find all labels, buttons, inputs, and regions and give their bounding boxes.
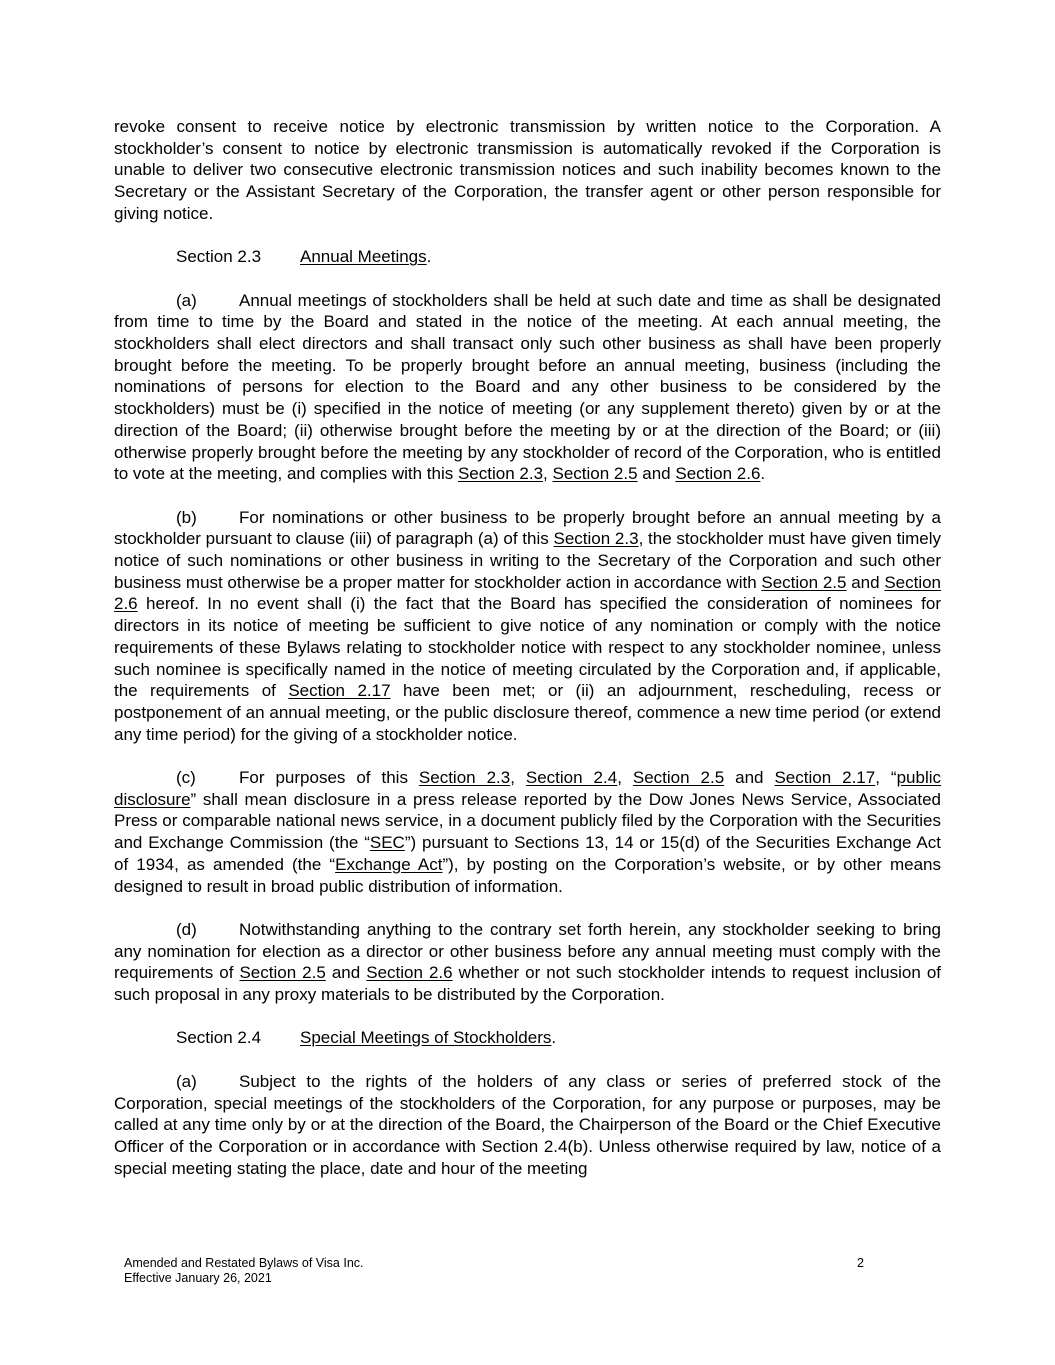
text-run: and <box>724 768 775 788</box>
subsection-paragraph <box>114 919 941 1006</box>
cross-reference: Section 2.5 <box>239 963 326 983</box>
subsection-paragraph <box>114 767 941 897</box>
cross-reference: Section 2.4 <box>525 768 618 788</box>
cross-reference: Section 2.17 <box>774 768 876 788</box>
cross-reference: Section 2.5 <box>632 768 725 788</box>
subsection-paragraph <box>114 290 941 485</box>
page-number: 2 <box>857 1256 864 1270</box>
paragraph-label: (a) <box>176 290 197 310</box>
cross-reference: Section 2.6 <box>675 464 761 484</box>
paragraph-label: (d) <box>176 919 197 939</box>
text-run: , <box>543 464 553 484</box>
subsection-paragraph <box>114 507 941 746</box>
section-heading <box>176 1027 941 1049</box>
text-run: have been met; or (ii) an adjournment, rescheduling, recess or postponement of an annual meeting, or the public disclosure thereof, commence a new time period (or extend any time period) for the giving of a stockholder notice. <box>114 681 941 744</box>
cross-reference: SEC <box>369 833 405 853</box>
paragraph-label: (c) <box>176 768 196 788</box>
text-run: Subject to the rights of the holders of any class or series of preferred stock of the Corporation, special meetings of the stockholders of the Corporation, for any purpose or purposes, may be called at any time only by or at the direction of the Board, the Chairperson of the Board or the Chief Executive Officer of the Corporation or in accordance with Section 2.4(b). Unless otherwise required by law, notice of a special meeting stating the place, date and hour of the meeting <box>114 1071 941 1178</box>
cross-reference: Section 2.17 <box>288 681 391 701</box>
text-run: ”) pursuant to Sections 13, 14 or 15(d) of the Securities Exchange Act of 1934, as amended (the “ <box>114 833 941 874</box>
text-run: , “ <box>875 768 897 788</box>
text-run: ”), by posting on the Corporation’s website, or by other means designed to result in broad public distribution of information. <box>114 854 941 896</box>
cross-reference: Section 2.5 <box>552 464 638 484</box>
text-run: , <box>510 768 526 788</box>
footer-document-title: Amended and Restated Bylaws of Visa Inc. <box>124 1256 364 1270</box>
text-run: , the stockholder must have given timely notice of such nominations or other business in writing to the Secretary of the Corporation and such other business must otherwise be a proper matter for stockholder action in accordance with <box>114 529 942 592</box>
section-title: Annual Meetings <box>300 247 427 267</box>
text-run: . <box>760 464 766 484</box>
text-run: Notwithstanding anything to the contrary set forth herein, any stockholder seeking to bring any nomination for election as a director or other business before any annual meeting must comply with the requirements of <box>114 919 941 983</box>
section-title-period: . <box>551 1028 557 1048</box>
section-number: Section 2.3 <box>176 247 262 267</box>
cross-reference: Section 2.3 <box>457 464 544 484</box>
cross-reference: Section 2.5 <box>761 572 847 592</box>
footer-effective-date: Effective January 26, 2021 <box>124 1271 272 1285</box>
section-title: Special Meetings of Stockholders <box>300 1028 552 1048</box>
text-run: hereof. In no event shall (i) the fact that the Board has specified the consideration of nominees for directors in its notice of meeting be sufficient to give notice of any nomination or comply with the notice requirements of these Bylaws relating to stockholder notice with respect to any stockholder nominee, unless such nominee is specifically named in the notice of meeting circulated by the Corporation and, if applicable, the requirements of <box>114 594 941 701</box>
text-run: whether or not such stockholder intends to request inclusion of such proposal in any proxy materials to be distributed by the Corporation. <box>114 963 942 1005</box>
cross-reference: Section 2.3 <box>553 529 639 549</box>
text-run: revoke consent to receive notice by electronic transmission by written notice to the Corporation. A stockholder’s consent to notice by electronic transmission is automatically revoked if the Corporation is unable to deliver two consecutive electronic transmission notices and such inability becomes known to the Secretary or the Assistant Secretary of the Corporation, the transfer agent or other person responsible for giving notice. <box>114 117 941 223</box>
paragraph-label: (a) <box>176 1071 197 1091</box>
cross-reference: Section 2.6 <box>366 963 453 983</box>
text-run: and <box>325 963 367 983</box>
text-run: For purposes of this <box>239 768 419 788</box>
cross-reference: public disclosure <box>114 768 941 809</box>
cross-reference: Section 2.6 <box>114 572 942 614</box>
section-title-period: . <box>426 247 432 267</box>
subsection-paragraph <box>114 1071 941 1180</box>
text-run: ” shall mean disclosure in a press release reported by the Dow Jones News Service, Associated Press or comparable national news service, in a document publicly filed by the Corporation with the Securities and Exchange Commission (the “ <box>114 789 941 853</box>
cross-reference: Exchange Act <box>335 854 443 874</box>
paragraph-label: (b) <box>176 507 197 527</box>
page-footer <box>124 1256 864 1286</box>
text-run: Annual meetings of stockholders shall be held at such date and time as shall be designated from time to time by the Board and stated in the notice of the meeting. At each annual meeting, the stockholders shall elect directors and shall transact only such other business as shall have been properly brought before the meeting. To be properly brought before an annual meeting, business (including the nominations of persons for election to the Board and any other business to be considered by the stockholders) must be (i) specified in the notice of meeting (or any supplement thereto) given by or at the direction of the Board; (ii) otherwise brought before the meeting by or at the direction of the Board; or (iii) otherwise properly brought before the meeting by any stockholder of record of the Corporation, who is entitled to vote at the meeting, and complies with this <box>114 290 941 484</box>
text-run: For nominations or other business to be properly brought before an annual meeting by a stockholder pursuant to clause (iii) of paragraph (a) of this <box>114 507 941 549</box>
text-run: , <box>617 768 633 788</box>
text-run: and <box>846 572 885 592</box>
body-paragraph <box>114 116 941 225</box>
cross-reference: Section 2.3 <box>418 768 511 788</box>
section-number: Section 2.4 <box>176 1028 262 1048</box>
document-page <box>114 116 941 1201</box>
text-run: and <box>637 464 676 484</box>
section-heading <box>176 246 941 268</box>
